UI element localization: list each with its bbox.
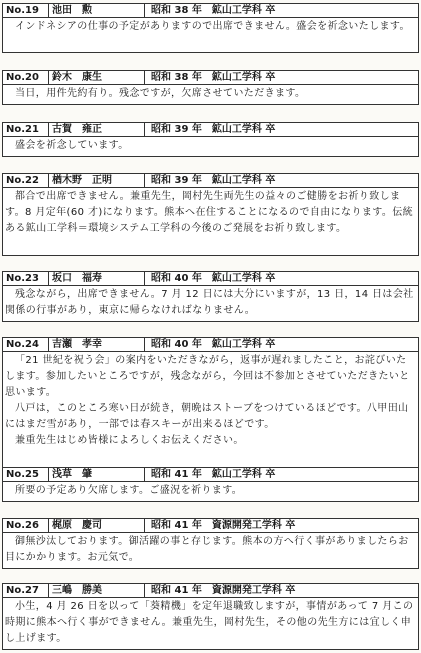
entry-message: 「21 世紀を祝う会」の案内をいただきながら，返事が遅れましたこと，お詫びいたします。参加したいところですが，残念ながら，今回は不参加とさせていただきたいと思います。 (5, 355, 410, 398)
entry-graduation: 昭和 41 年 資源開発工学科 卒 (151, 520, 296, 531)
entry-body (2, 482, 419, 502)
entry-header (2, 518, 419, 533)
entry-number: No.23 (3, 272, 49, 285)
entry-message: 残念ながら，出席できません。7 月 12 日には大分にいますが，13 日，14 日は会社関係の行事があり，東京に帰らなければなりません。 (5, 289, 414, 316)
entry-message: 所要の予定あり欠席します。ご盛況を祈ります。 (15, 485, 243, 496)
entry-number: No.26 (3, 519, 49, 532)
entry-name: 楢木野 正明 (49, 174, 145, 187)
entry-graduation: 昭和 39 年 鉱山工学科 卒 (151, 175, 276, 186)
entry-name: 池田 勲 (49, 4, 145, 17)
entry-graduation: 昭和 39 年 鉱山工学科 卒 (151, 124, 276, 135)
entry (2, 583, 419, 650)
entry (2, 271, 419, 322)
entry-header (2, 583, 419, 598)
entry-body (2, 85, 419, 105)
entry-graduation: 昭和 38 年 鉱山工学科 卒 (151, 5, 276, 16)
entry-body (2, 286, 419, 322)
entry (2, 337, 419, 469)
entry-body (2, 188, 419, 256)
entry (2, 173, 419, 256)
entry-graduation: 昭和 41 年 資源開発工学科 卒 (151, 585, 296, 596)
entry-graduation: 昭和 40 年 鉱山工学科 卒 (151, 273, 276, 284)
entry-header (2, 467, 419, 482)
entry-message: 御無沙汰しております。御活躍の事と存じます。熊本の方へ行く事がありましたらお目にかかります。お元気で。 (5, 536, 409, 563)
entry (2, 518, 419, 569)
entry-message: 盛会を祈念しています。 (15, 140, 129, 151)
entry-message: インドネシアの仕事の予定がありますので出席できません。盛会を祈念いたします。 (15, 21, 410, 32)
entry-number: No.27 (3, 584, 49, 597)
entry-number: No.24 (3, 338, 49, 351)
entry-graduation: 昭和 40 年 鉱山工学科 卒 (151, 339, 276, 350)
entry-number: No.22 (3, 174, 49, 187)
entry-message: 当日，用件先約有り。残念ですが，欠席させていただきます。 (15, 88, 306, 99)
entry-header (2, 173, 419, 188)
entry-message: 八戸は，このところ寒い日が続き，朝晩はストーブをつけているほどです。八甲田山にはまだ雪があり，一部では春スキーが出来るほどです。 (5, 403, 409, 430)
entry-name: 鈴木 康生 (49, 71, 145, 84)
entry-name: 三嶋 勝美 (49, 584, 145, 597)
entry-name: 古賀 雍正 (49, 123, 145, 136)
entry-name: 吉瀬 孝幸 (49, 338, 145, 351)
entry-body (2, 137, 419, 157)
entry-name: 浅草 肇 (49, 468, 145, 481)
entry-header (2, 337, 419, 352)
entry-number: No.21 (3, 123, 49, 136)
entry-message: 小生，4 月 26 日を以って「葵精機」を定年退職致しますが，事情があって 7 月この時期に熊本へ行く事ができません。兼重先生，岡村先生，その他の先生方には宜しく申し上げます。 (5, 601, 414, 644)
entry-number: No.20 (3, 71, 49, 84)
entry (2, 122, 419, 157)
entry-name: 坂口 福寿 (49, 272, 145, 285)
entry-header (2, 122, 419, 137)
entry-header (2, 3, 419, 18)
entry (2, 467, 419, 502)
entry-name: 梶原 慶司 (49, 519, 145, 532)
entry-message: 兼重先生はじめ皆様によろしくお伝えください。 (15, 435, 244, 446)
entry-body (2, 18, 419, 53)
entry-graduation: 昭和 41 年 鉱山工学科 卒 (151, 469, 276, 480)
entry-number: No.19 (3, 4, 49, 17)
entry-body (2, 533, 419, 569)
entry (2, 3, 419, 53)
entry-message: 都合で出席できません。兼重先生，岡村先生両先生の益々のご健勝をお祈り致します。8 月定年(60 才)になります。熊本へ在住することになるので自由になります。伝統ある鉱山工学科＝環境システム工学科の今後のご発展をお祈り致します。 (5, 191, 414, 234)
entry-number: No.25 (3, 468, 49, 481)
entry-header (2, 70, 419, 85)
entry-graduation: 昭和 38 年 鉱山工学科 卒 (151, 72, 276, 83)
entry-header (2, 271, 419, 286)
entry-body (2, 352, 419, 469)
entry-body (2, 598, 419, 650)
entry (2, 70, 419, 105)
